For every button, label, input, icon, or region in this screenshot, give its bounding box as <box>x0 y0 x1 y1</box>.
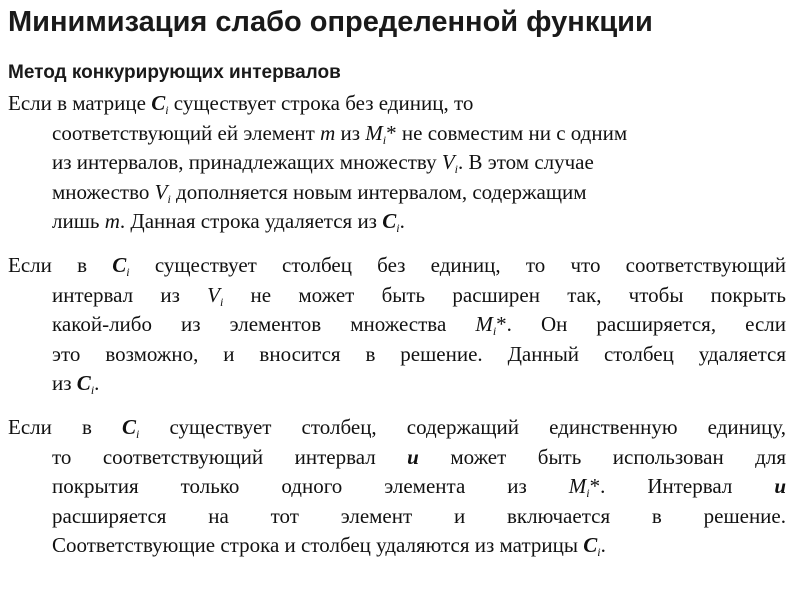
paragraph-2 <box>8 251 786 399</box>
p3-line-2: то соответствующий интервал u может быть использован для <box>52 444 786 469</box>
slide-title: Минимизация слабо определенной функции <box>8 6 653 38</box>
p1-line-1: Если в матрице $C_i$ существует строка без единиц, то <box>8 91 474 117</box>
p2-line-5: из $C_i$. <box>52 371 100 397</box>
p2-line-4: это возможно, и вносится в решение. Данный столбец удаляется <box>52 341 786 366</box>
p1-line-3: из интервалов, принадлежащих множеству $V_i$. В этом случае <box>52 150 594 176</box>
p3-line-3: покрытия только одного элемента из $M_i*$. Интервал u <box>52 474 787 500</box>
matrix-c: C <box>151 91 166 115</box>
p2-line-2: интервал из $V_i$ не может быть расширен так, чтобы покрыть <box>52 282 786 309</box>
p3-line-5: Соответствующие строка и столбец удаляются из матрицы $C_i$. <box>52 533 606 559</box>
set-m: M <box>365 120 383 145</box>
p2-line-1: Если в $C_i$ существует столбец без единиц, то что соответствующий <box>8 253 786 279</box>
paragraph-1 <box>8 89 786 237</box>
p1-line-5: лишь m. Данная строка удаляется из $C_i$. <box>52 209 405 235</box>
p3-line-1: Если в $C_i$ существует столбец, содержащий единственную единицу, <box>8 415 786 441</box>
p2-line-3: какой-либо из элементов множества $M_i*$. Он расширяется, если <box>52 312 787 338</box>
paragraph-3 <box>8 413 786 561</box>
interval-u: u <box>407 444 419 469</box>
slide-subtitle: Метод конкурирующих интервалов <box>8 62 341 83</box>
p3-line-4: расширяется на тот элемент и включается в решение. <box>52 503 786 528</box>
set-v: V <box>441 150 455 174</box>
p1-line-4: множество $V_i$ дополняется новым интервалом, содержащим <box>52 179 587 206</box>
p1-line-2: соответствующий ей элемент m из $M_i*$ не совместим ни с одним <box>52 120 628 147</box>
